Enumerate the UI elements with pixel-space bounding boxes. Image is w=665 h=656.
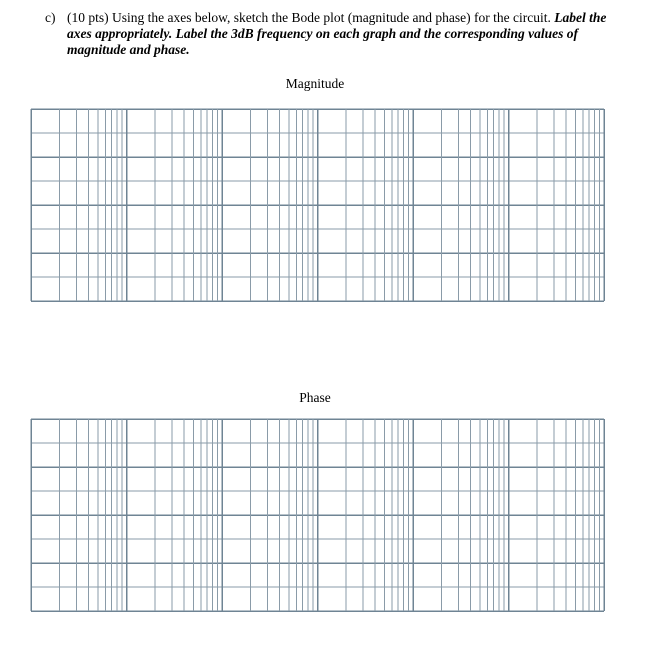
question-instruction: (10 pts) Using the axes below, sketch the Bode plot (magnitude and phase) for the circuit.: [67, 10, 555, 25]
magnitude-title: Magnitude: [285, 76, 345, 91]
question-body: [67, 10, 620, 58]
question-text: [45, 10, 620, 58]
question-emphasis: Label the axes appropriately. Label the 3dB frequency on each graph and the corresponding values of magnitude and phase.: [67, 10, 607, 57]
magnitude-graph-grid[interactable]: [30, 108, 605, 302]
phase-title: Phase: [299, 390, 331, 405]
phase-graph-grid[interactable]: [30, 418, 605, 612]
question-letter: c): [45, 10, 56, 25]
